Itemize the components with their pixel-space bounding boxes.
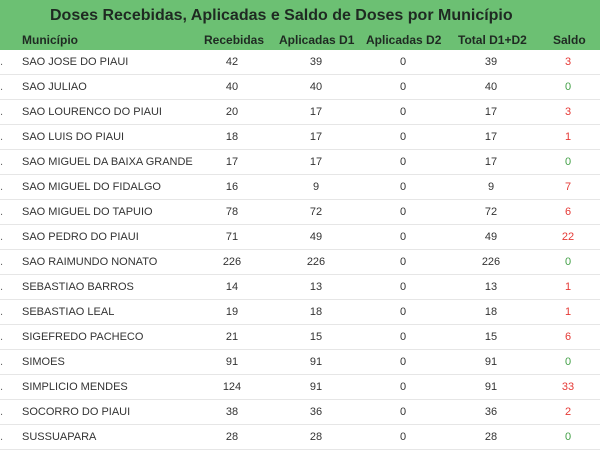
table-row[interactable] — [0, 225, 600, 250]
cell-total: 39 — [484, 56, 498, 68]
column-header-total[interactable]: Total D1+D2 — [458, 33, 527, 47]
row-marker: . — [0, 431, 4, 443]
cell-total: 17 — [484, 106, 498, 118]
cell-total: 28 — [484, 431, 498, 443]
cell-saldo: 3 — [564, 106, 572, 118]
cell-municipio: SAO MIGUEL DA BAIXA GRANDE — [22, 156, 193, 168]
row-marker: . — [0, 231, 4, 243]
cell-recebidas: 17 — [225, 156, 239, 168]
cell-municipio: SAO LOURENCO DO PIAUI — [22, 106, 162, 118]
cell-recebidas: 124 — [222, 381, 242, 393]
cell-saldo: 2 — [564, 406, 572, 418]
cell-municipio: SAO PEDRO DO PIAUI — [22, 231, 139, 243]
row-marker: . — [0, 406, 4, 418]
cell-aplicadas-d2: 0 — [399, 431, 407, 443]
cell-municipio: SOCORRO DO PIAUI — [22, 406, 131, 418]
cell-aplicadas-d1: 17 — [309, 106, 323, 118]
table-row[interactable] — [0, 175, 600, 200]
row-marker: . — [0, 181, 4, 193]
table-row[interactable] — [0, 375, 600, 400]
row-marker: . — [0, 281, 4, 293]
cell-saldo: 0 — [564, 156, 572, 168]
row-marker: . — [0, 156, 4, 168]
table-body — [0, 50, 600, 450]
cell-saldo: 0 — [564, 256, 572, 268]
table-row[interactable] — [0, 200, 600, 225]
cell-aplicadas-d2: 0 — [399, 356, 407, 368]
cell-total: 13 — [484, 281, 498, 293]
cell-aplicadas-d2: 0 — [399, 331, 407, 343]
cell-aplicadas-d2: 0 — [399, 206, 407, 218]
cell-total: 17 — [484, 156, 498, 168]
cell-aplicadas-d1: 17 — [309, 131, 323, 143]
cell-municipio: SIMPLICIO MENDES — [22, 381, 128, 393]
column-header-municipio[interactable]: Município — [22, 33, 78, 47]
cell-saldo: 0 — [564, 81, 572, 93]
cell-aplicadas-d2: 0 — [399, 306, 407, 318]
cell-recebidas: 78 — [225, 206, 239, 218]
cell-aplicadas-d2: 0 — [399, 181, 407, 193]
cell-aplicadas-d1: 17 — [309, 156, 323, 168]
cell-recebidas: 19 — [225, 306, 239, 318]
cell-municipio: SIGEFREDO PACHECO — [22, 331, 144, 343]
row-marker: . — [0, 356, 4, 368]
cell-municipio: SAO MIGUEL DO FIDALGO — [22, 181, 161, 193]
cell-recebidas: 226 — [222, 256, 242, 268]
cell-saldo: 6 — [564, 331, 572, 343]
cell-aplicadas-d2: 0 — [399, 406, 407, 418]
cell-saldo: 22 — [561, 231, 575, 243]
cell-aplicadas-d1: 39 — [309, 56, 323, 68]
cell-aplicadas-d1: 9 — [312, 181, 320, 193]
cell-aplicadas-d1: 49 — [309, 231, 323, 243]
cell-saldo: 6 — [564, 206, 572, 218]
table-header — [0, 0, 600, 50]
cell-aplicadas-d1: 18 — [309, 306, 323, 318]
table-row[interactable] — [0, 250, 600, 275]
cell-recebidas: 28 — [225, 431, 239, 443]
cell-aplicadas-d1: 28 — [309, 431, 323, 443]
row-marker: . — [0, 331, 4, 343]
table-row[interactable] — [0, 125, 600, 150]
cell-total: 49 — [484, 231, 498, 243]
cell-municipio: SEBASTIAO LEAL — [22, 306, 115, 318]
table-row[interactable] — [0, 150, 600, 175]
cell-aplicadas-d2: 0 — [399, 56, 407, 68]
row-marker: . — [0, 206, 4, 218]
column-header-recebidas[interactable]: Recebidas — [204, 33, 265, 47]
cell-aplicadas-d2: 0 — [399, 231, 407, 243]
table-title: Doses Recebidas, Aplicadas e Saldo de Doses por Município — [50, 7, 513, 24]
table-row[interactable] — [0, 275, 600, 300]
cell-total: 72 — [484, 206, 498, 218]
cell-recebidas: 14 — [225, 281, 239, 293]
cell-municipio: SEBASTIAO BARROS — [22, 281, 134, 293]
cell-recebidas: 91 — [225, 356, 239, 368]
cell-recebidas: 16 — [225, 181, 239, 193]
row-marker: . — [0, 81, 4, 93]
row-marker: . — [0, 131, 4, 143]
table-row[interactable] — [0, 300, 600, 325]
cell-aplicadas-d2: 0 — [399, 381, 407, 393]
row-marker: . — [0, 306, 4, 318]
cell-municipio: SAO MIGUEL DO TAPUIO — [22, 206, 153, 218]
cell-total: 18 — [484, 306, 498, 318]
cell-total: 15 — [484, 331, 498, 343]
column-header-aplicadas-d1[interactable]: Aplicadas D1 — [279, 33, 355, 47]
cell-total: 40 — [484, 81, 498, 93]
cell-municipio: SAO JULIAO — [22, 81, 87, 93]
row-marker: . — [0, 381, 4, 393]
cell-recebidas: 38 — [225, 406, 239, 418]
table-row[interactable] — [0, 325, 600, 350]
row-marker: . — [0, 56, 4, 68]
cell-recebidas: 40 — [225, 81, 239, 93]
cell-recebidas: 71 — [225, 231, 239, 243]
cell-aplicadas-d1: 91 — [309, 381, 323, 393]
cell-municipio: SUSSUAPARA — [22, 431, 97, 443]
column-header-aplicadas-d2[interactable]: Aplicadas D2 — [366, 33, 442, 47]
cell-aplicadas-d2: 0 — [399, 131, 407, 143]
table-row[interactable] — [0, 75, 600, 100]
cell-municipio: SIMOES — [22, 356, 65, 368]
cell-total: 9 — [487, 181, 495, 193]
table-row[interactable] — [0, 100, 600, 125]
cell-saldo: 7 — [564, 181, 572, 193]
cell-saldo: 1 — [564, 281, 572, 293]
cell-saldo: 33 — [561, 381, 575, 393]
cell-aplicadas-d1: 72 — [309, 206, 323, 218]
cell-saldo: 0 — [564, 431, 572, 443]
column-header-saldo[interactable]: Saldo — [553, 33, 586, 47]
table-row[interactable] — [0, 350, 600, 375]
cell-aplicadas-d2: 0 — [399, 281, 407, 293]
cell-total: 226 — [481, 256, 501, 268]
cell-aplicadas-d2: 0 — [399, 81, 407, 93]
cell-recebidas: 18 — [225, 131, 239, 143]
cell-recebidas: 21 — [225, 331, 239, 343]
table-row[interactable] — [0, 50, 600, 75]
table-row[interactable] — [0, 400, 600, 425]
cell-saldo: 0 — [564, 356, 572, 368]
cell-total: 91 — [484, 381, 498, 393]
cell-aplicadas-d1: 15 — [309, 331, 323, 343]
cell-aplicadas-d2: 0 — [399, 106, 407, 118]
cell-aplicadas-d1: 40 — [309, 81, 323, 93]
cell-aplicadas-d1: 91 — [309, 356, 323, 368]
cell-saldo: 1 — [564, 131, 572, 143]
cell-aplicadas-d2: 0 — [399, 256, 407, 268]
cell-aplicadas-d1: 13 — [309, 281, 323, 293]
table-row[interactable] — [0, 425, 600, 450]
cell-municipio: SAO LUIS DO PIAUI — [22, 131, 125, 143]
cell-municipio: SAO JOSE DO PIAUI — [22, 56, 129, 68]
cell-saldo: 1 — [564, 306, 572, 318]
cell-saldo: 3 — [564, 56, 572, 68]
cell-recebidas: 20 — [225, 106, 239, 118]
row-marker: . — [0, 256, 4, 268]
cell-total: 91 — [484, 356, 498, 368]
cell-total: 17 — [484, 131, 498, 143]
cell-aplicadas-d2: 0 — [399, 156, 407, 168]
cell-municipio: SAO RAIMUNDO NONATO — [22, 256, 158, 268]
cell-aplicadas-d1: 226 — [306, 256, 326, 268]
row-marker: . — [0, 106, 4, 118]
cell-total: 36 — [484, 406, 498, 418]
cell-recebidas: 42 — [225, 56, 239, 68]
cell-aplicadas-d1: 36 — [309, 406, 323, 418]
